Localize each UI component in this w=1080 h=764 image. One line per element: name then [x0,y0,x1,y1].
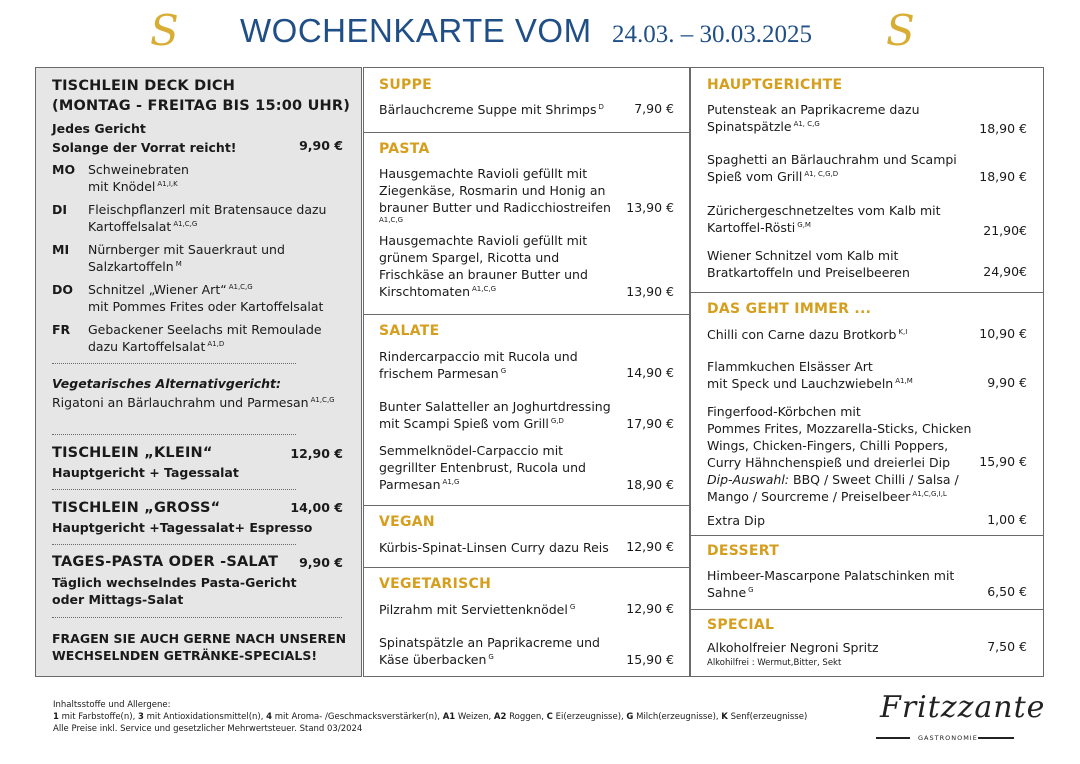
menu-item: Bärlauchcreme Suppe mit Shrimps $^D$ [379,102,604,117]
gross-desc: Hauptgericht +Tagessalat+ Espresso [52,520,313,535]
klein-title: TISCHLEIN „KLEIN“ [52,445,213,461]
section-title-hauptgerichte: HAUPTGERICHTE [707,77,843,93]
menu-item: Kürbis-Spinat-Linsen Curry dazu Reis [379,540,609,555]
header [0,0,1080,66]
day-label: DO [52,282,74,297]
day-label: FR [52,322,71,337]
veg-alt-dish: Rigatoni an Bärlauchrahm und Parmesan $^{A1,C,G}$ [52,395,335,410]
menu-item: Extra Dip [707,513,766,528]
section-title-pasta: PASTA [379,141,430,157]
divider [52,363,296,364]
day-dish: Schnitzel „Wiener Art“ $^{A1,C,G}$ mit Pommes Frites oder Kartoffelsalat [88,282,324,314]
menu-item: Spaghetti an Bärlauchrahm und Scampi Spieß vom Grill $^{A1, C,G,D}$ [707,152,957,184]
menu-item: Rindercarpaccio mit Rucola und frischem Parmesan $^G$ [379,349,578,381]
price: 13,90 € [626,284,674,299]
price: 14,90 € [626,365,674,380]
section-title-salate: SALATE [379,323,440,339]
price: 7,90 € [634,101,674,116]
klein-desc: Hauptgericht + Tagessalat [52,465,239,480]
section-divider [691,292,1043,293]
lunch-sub1: Jedes Gericht [52,121,146,136]
day-label: DI [52,202,68,217]
day-label: MO [52,162,76,177]
lunch-sub2: Solange der Vorrat reicht! [52,140,237,155]
gross-price: 14,00 € [290,500,343,515]
section-divider [691,609,1043,610]
price: 15,90 € [626,652,674,667]
section-divider [364,505,689,506]
brand-logo [876,690,1046,750]
price: 6,50 € [987,584,1027,599]
menu-item: Himbeer-Mascarpone Palatschinken mit Sahne $^G$ [707,568,955,600]
menu-item: Semmelknödel-Carpaccio mit gegrillter Entenbrust, Rucola und Parmesan $^{A1,G}$ [379,443,586,492]
tages-pasta-desc: oder Mittags-Salat [52,592,184,607]
section-divider [691,535,1043,536]
price: 18,90 € [979,121,1027,136]
price: 18,90 € [626,477,674,492]
menu-item: Bunter Salatteller an Joghurtdressing mit Scampi Spieß vom Grill $^{G,D}$ [379,399,611,431]
menu-item: Alkoholfreier Negroni Spritz [707,640,879,655]
knife-icon [978,737,1014,739]
day-label: MI [52,242,70,257]
menu-item: Fingerfood-Körbchen mit Pommes Frites, Mozzarella-Sticks, Chicken Wings, Chicken-Fingers, Chilli Poppers, Curry Hähnchenspieß und dreierlei Dip Dip-Auswahl: BBQ / Sweet Chilli / Salsa / Mango / Sourcreme / Preiselbeer $^{A1,C,G,I,L}$ [707,404,972,504]
price: 24,90€ [983,264,1027,279]
divider [52,489,296,490]
day-dish: Fleischpflanzerl mit Bratensauce dazu Kartoffelsalat $^{A1,C,G}$ [88,202,327,234]
brand-sub: GASTRONOMIE [918,734,978,742]
price: 15,90 € [979,454,1027,469]
menu-item: Zürichergeschnetzeltes vom Kalb mit Kartoffel-Rösti $^{G,M}$ [707,203,941,235]
menu-item: Hausgemachte Ravioli gefüllt mit grünem Spargel, Ricotta und Frischkäse an brauner Butter und Kirschtomaten $^{A1,C,G}$ [379,233,588,299]
divider [52,544,296,545]
date-range: 24.03. – 30.03.2025 [612,21,812,48]
menu-item: Pilzrahm mit Serviettenknödel $^G$ [379,602,576,617]
section-divider [364,567,689,568]
price: 12,90 € [626,601,674,616]
price: 9,90 € [987,375,1027,390]
price: 12,90 € [626,539,674,554]
menu-item: Spinatspätzle an Paprikacreme und Käse überbacken $^G$ [379,635,600,667]
menu-middle-column [363,67,690,677]
section-title-dessert: DESSERT [707,543,780,559]
tages-pasta-price: 9,90 € [299,555,343,570]
price: 7,50 € [987,639,1027,654]
day-dish: Gebackener Seelachs mit Remoulade dazu Kartoffelsalat $^{A1,D}$ [88,322,322,354]
logo-s-icon: S [886,6,915,55]
section-title-special: SPECIAL [707,617,775,633]
logo-s-icon: S [150,6,179,55]
price: 10,90 € [979,326,1027,341]
section-title-vegan: VEGAN [379,514,435,530]
menu-item: Chilli con Carne dazu Brotkorb $^{K,I}$ [707,327,908,342]
klein-price: 12,90 € [290,446,343,461]
section-title-das-geht-immer: DAS GEHT IMMER ... [707,301,872,317]
price: 18,90 € [979,169,1027,184]
price-note: Alle Preise inkl. Service und gesetzlicher Mehrwertsteuer. Stand 03/2024 [53,724,363,734]
day-dish: Nürnberger mit Sauerkraut und Salzkartoffeln $^M$ [88,242,285,274]
section-divider [364,132,689,133]
menu-item: Flammkuchen Elsässer Art mit Speck und Lauchzwiebeln $^{A1,M}$ [707,359,913,391]
divider [52,434,296,435]
allergen-heading: Inhaltsstoffe und Allergene: [53,700,171,710]
price: 21,90€ [983,223,1027,238]
gross-title: TISCHLEIN „GROSS“ [52,500,221,516]
day-dish: Schweinebraten mit Knödel $^{A1,I,K}$ [88,162,189,194]
lunch-price: 9,90 € [299,138,343,153]
section-title-suppe: SUPPE [379,77,433,93]
divider [52,617,342,618]
tages-pasta-title: TAGES-PASTA ODER -SALAT [52,554,279,570]
special-note: Alkohilfrei : Wermut,Bitter, Sekt [707,658,842,668]
menu-item: Putensteak an Paprikacreme dazu Spinatspätzle $^{A1, C,G}$ [707,102,920,134]
lunch-heading: TISCHLEIN DECK DICH [52,78,236,94]
menu-item: Hausgemachte Ravioli gefüllt mit Ziegenkäse, Rosmarin und Honig an brauner Butter und Radicchiostreifen A1,C,G [379,166,611,224]
specials-note: WECHSELNDEN GETRÄNKE-SPECIALS! [52,648,318,663]
lunch-panel [35,67,362,677]
section-title-vegetarisch: VEGETARISCH [379,576,492,592]
lunch-hours: (MONTAG - FREITAG BIS 15:00 UHR) [52,98,351,114]
brand-signature: Fritzzante [880,690,1046,725]
menu-item: Wiener Schnitzel vom Kalb mit Bratkartoffeln und Preiselbeeren [707,248,910,280]
price: 17,90 € [626,416,674,431]
tages-pasta-desc: Täglich wechselndes Pasta-Gericht [52,575,297,590]
fork-icon [876,737,910,739]
veg-alt-title: Vegetarisches Alternativgericht: [52,376,282,391]
price: 13,90 € [626,200,674,215]
allergen-legend: 1 mit Farbstoffe(n), 3 mit Antioxidationsmittel(n), 4 mit Aroma- /Geschmacksverstärker(n), A1 Weizen, A2 Roggen, C Ei(erzeugnisse), G Milch(erzeugnisse), K Senf(erzeugnisse) [53,712,808,722]
section-divider [364,314,689,315]
specials-note: FRAGEN SIE AUCH GERNE NACH UNSEREN [52,631,347,646]
menu-right-column [690,67,1044,677]
price: 1,00 € [987,512,1027,527]
page-title: WOCHENKARTE VOM [240,12,592,49]
